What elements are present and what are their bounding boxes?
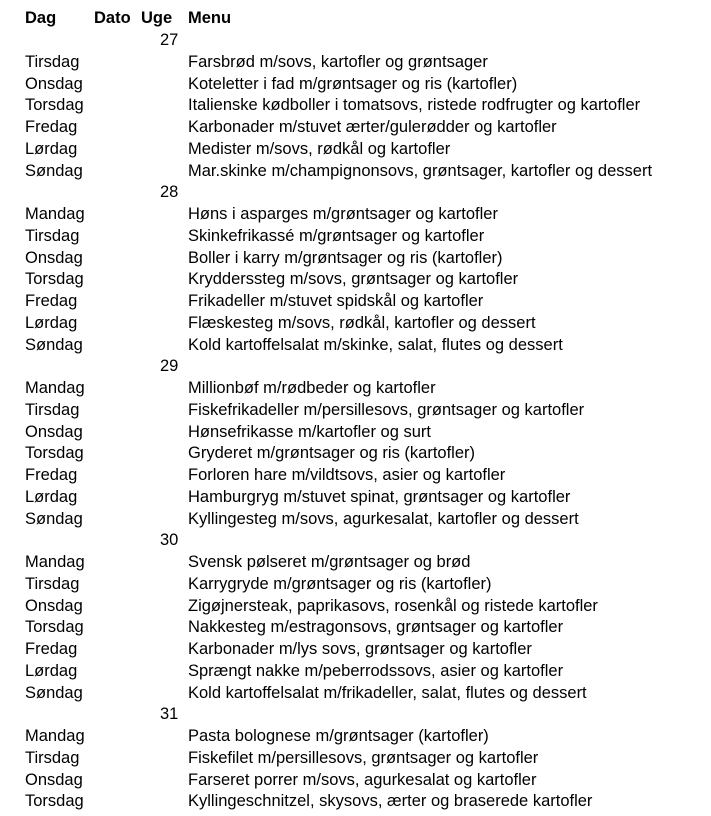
- day-name: Mandag: [25, 553, 85, 571]
- dish-description: Hønsefrikasse m/kartofler og surt: [188, 422, 431, 441]
- dish-description: Koteletter i fad m/grøntsager og ris (kartofler): [188, 74, 518, 93]
- header-dato: Dato: [94, 9, 131, 27]
- dish-description: Farsbrød m/sovs, kartofler og grøntsager: [188, 52, 488, 71]
- dish-description: Fiskefrikadeller m/persillesovs, grøntsager og kartofler: [188, 400, 585, 419]
- dish-description: Frikadeller m/stuvet spidskål og kartofler: [188, 292, 484, 310]
- day-name: Fredag: [25, 640, 78, 658]
- dish-description: Zigøjnersteak, paprikasovs, rosenkål og ristede kartofler: [188, 596, 598, 615]
- dish-description: Gryderet m/grøntsager og ris (kartofler): [188, 444, 475, 463]
- day-name: Fredag: [25, 118, 78, 136]
- day-name: Torsdag: [25, 444, 84, 463]
- day-name: Onsdag: [25, 248, 83, 267]
- day-name: Søndag: [25, 509, 83, 528]
- day-name: Onsdag: [25, 74, 83, 93]
- day-name: Søndag: [25, 683, 83, 702]
- dish-description: Mar.skinke m/champignonsovs, grøntsager, kartofler og dessert: [188, 161, 653, 180]
- dish-description: Medister m/sovs, rødkål og kartofler: [188, 139, 451, 158]
- day-name: Tirsdag: [25, 574, 80, 593]
- dish-description: Kyllingeschnitzel, skysovs, ærter og braserede kartofler: [188, 792, 593, 811]
- dish-description: Italienske kødboller i tomatsovs, ristede rodfrugter og kartofler: [188, 96, 641, 115]
- dish-description: Skinkefrikassé m/grøntsager og kartofler: [188, 226, 485, 245]
- dish-description: Flæskesteg m/sovs, rødkål, kartofler og dessert: [188, 313, 536, 332]
- week-number: 27: [160, 31, 179, 49]
- day-name: Onsdag: [25, 596, 83, 615]
- dish-description: Krydderssteg m/sovs, grøntsager og kartofler: [188, 270, 519, 289]
- dish-description: Karrygryde m/grøntsager og ris (kartofler): [188, 574, 492, 593]
- dish-description: Svensk pølseret m/grøntsager og brød: [188, 553, 471, 571]
- day-name: Lørdag: [25, 313, 78, 332]
- dish-description: Nakkesteg m/estragonsovs, grøntsager og kartofler: [188, 618, 564, 637]
- dish-description: Karbonader m/stuvet ærter/gulerødder og kartofler: [188, 118, 557, 136]
- day-name: Fredag: [25, 292, 78, 310]
- dish-description: Fiskefilet m/persillesovs, grøntsager og kartofler: [188, 748, 539, 767]
- header-uge: Uge: [141, 9, 173, 27]
- dish-description: Sprængt nakke m/peberrodssovs, asier og kartofler: [188, 661, 564, 680]
- dish-description: Kold kartoffelsalat m/skinke, salat, flutes og dessert: [188, 335, 563, 354]
- day-name: Søndag: [25, 335, 83, 354]
- dish-description: Boller i karry m/grøntsager og ris (kartofler): [188, 248, 503, 267]
- day-name: Lørdag: [25, 487, 78, 506]
- dish-description: Forloren hare m/vildtsovs, asier og kartofler: [188, 466, 506, 484]
- day-name: Lørdag: [25, 139, 78, 158]
- header-menu: Menu: [188, 9, 232, 27]
- day-name: Fredag: [25, 466, 78, 484]
- day-name: Tirsdag: [25, 226, 80, 245]
- dish-description: Høns i asparges m/grøntsager og kartofler: [188, 205, 498, 223]
- day-name: Mandag: [25, 379, 85, 397]
- week-number: 31: [160, 705, 179, 724]
- day-name: Søndag: [25, 161, 83, 180]
- week-number: 28: [160, 183, 179, 202]
- week-number: 29: [160, 357, 179, 376]
- day-name: Torsdag: [25, 618, 84, 637]
- dish-description: Karbonader m/lys sovs, grøntsager og kartofler: [188, 640, 532, 658]
- dish-description: Kold kartoffelsalat m/frikadeller, salat, flutes og dessert: [188, 683, 587, 702]
- day-name: Torsdag: [25, 792, 84, 811]
- day-name: Mandag: [25, 727, 85, 745]
- dish-description: Kyllingesteg m/sovs, agurkesalat, kartofler og dessert: [188, 509, 579, 528]
- day-name: Tirsdag: [25, 52, 80, 71]
- dish-description: Hamburgryg m/stuvet spinat, grøntsager og kartofler: [188, 487, 571, 506]
- week-number: 30: [160, 531, 179, 550]
- day-name: Tirsdag: [25, 748, 80, 767]
- dish-description: Farseret porrer m/sovs, agurkesalat og kartofler: [188, 770, 537, 789]
- day-name: Onsdag: [25, 770, 83, 789]
- day-name: Lørdag: [25, 661, 78, 680]
- day-name: Onsdag: [25, 422, 83, 441]
- dish-description: Millionbøf m/rødbeder og kartofler: [188, 379, 436, 397]
- day-name: Mandag: [25, 205, 85, 223]
- day-name: Torsdag: [25, 270, 84, 289]
- dish-description: Pasta bolognese m/grøntsager (kartofler): [188, 727, 489, 745]
- day-name: Torsdag: [25, 96, 84, 115]
- day-name: Tirsdag: [25, 400, 80, 419]
- header-dag: Dag: [25, 9, 57, 27]
